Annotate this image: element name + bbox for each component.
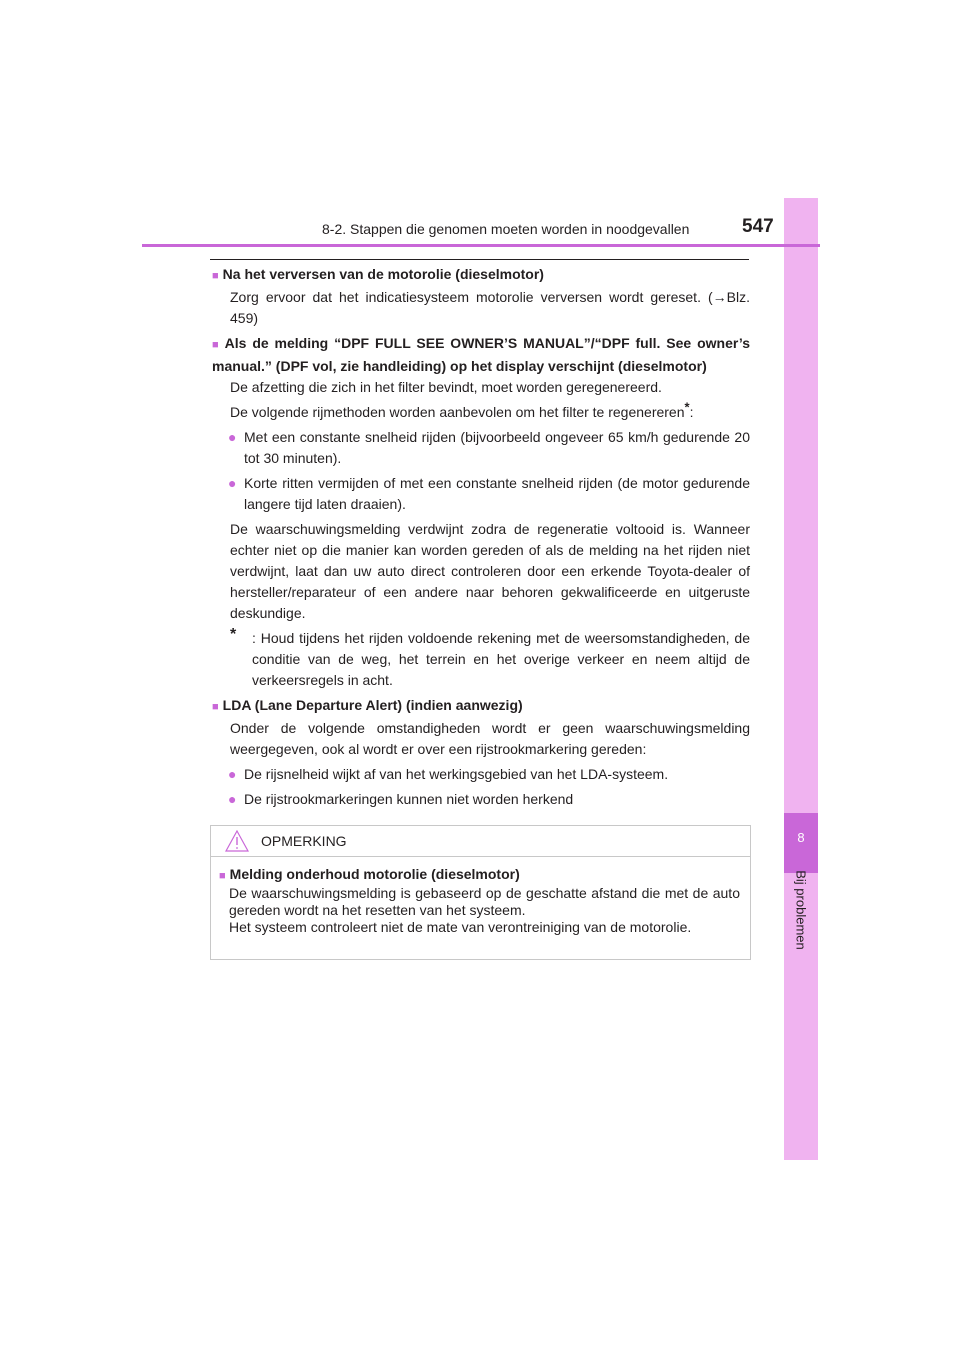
header-divider (142, 244, 820, 247)
square-bullet-icon: ■ (219, 870, 226, 882)
bullet-dot-icon: ● (228, 429, 237, 445)
paragraph: De afzetting die zich in het filter bevindt, moet worden geregenereerd. (230, 379, 662, 395)
notice-text: Het systeem controleert niet de mate van verontreiniging van de motorolie. (229, 919, 692, 935)
notice-header (211, 826, 750, 857)
content-rule (210, 259, 749, 260)
list-item: ● Met een constante snelheid rijden (bijvoorbeeld ongeveer 65 km/h gedurende 20 tot 30 minuten). (228, 429, 750, 466)
notice-title: OPMERKING (261, 833, 347, 849)
list-item: ● De rijstrookmarkeringen kunnen niet worden herkend (230, 789, 750, 810)
footnote-mark: * (230, 626, 237, 643)
section-oil-change (212, 264, 750, 329)
notice-body (211, 857, 750, 936)
side-tab (784, 198, 818, 1160)
square-bullet-icon: ■ (212, 339, 221, 351)
page-number: 547 (742, 216, 774, 237)
paragraph: Zorg ervoor dat het indicatiesysteem motorolie verversen wordt gereset. (→Blz. 459) (230, 289, 750, 326)
section-heading: ■ Als de melding “DPF FULL SEE OWNER’S MANUAL”/“DPF full. See owner’s manual.” (DPF vol, zie handleiding) op het display verschijnt (dieselmotor) (212, 335, 750, 374)
chapter-label: Bij problemen (793, 870, 809, 950)
paragraph: De waarschuwingsmelding verdwijnt zodra de regeneratie voltooid is. Wanneer echter niet op die manier kan worden gereden of als de melding na het rijden niet verdwijnt, laat dan uw auto direct controleren door een erkende Toyota-dealer of hersteller/reparateur of een andere naar behoren gekwalificeerde en uitgeruste deskundige. (230, 521, 750, 621)
notice-heading: ■ Melding onderhoud motorolie (dieselmotor) (219, 866, 520, 882)
paragraph: Onder de volgende omstandigheden wordt er geen waarschuwingsmelding weergegeven, ook al wordt er over een rijstrookmarkering gereden: (230, 720, 750, 757)
list-item: ● De rijsnelheid wijkt af van het werkingsgebied van het LDA-systeem. (230, 764, 750, 785)
square-bullet-icon: ■ (212, 270, 219, 282)
footnote-mark: * (684, 399, 690, 415)
notice-text: De waarschuwingsmelding is gebaseerd op de geschatte afstand die met de auto gereden wordt na het resetten van het systeem. (229, 885, 740, 918)
paragraph: De volgende rijmethoden worden aanbevolen om het filter te regenereren*: (230, 399, 694, 420)
section-heading: ■ LDA (Lane Departure Alert) (indien aanwezig) (212, 697, 523, 713)
section-heading: ■ Na het verversen van de motorolie (dieselmotor) (212, 266, 544, 282)
bullet-dot-icon: ● (228, 766, 237, 782)
list-item: ● Korte ritten vermijden of met een constante snelheid rijden (de motor gedurende langere tijd laten draaien). (228, 475, 750, 512)
bullet-dot-icon: ● (228, 475, 237, 491)
chapter-number: 8 (797, 830, 805, 845)
page-header-title: 8-2. Stappen die genomen moeten worden in noodgevallen (322, 221, 690, 237)
section-lda (212, 695, 750, 810)
bullet-dot-icon: ● (228, 791, 237, 807)
section-dpf-full (212, 333, 750, 691)
footnote: * : Houd tijdens het rijden voldoende rekening met de weersomstandigheden, de conditie van de weg, het terrein en het overige verkeer en neem altijd de verkeersregels in acht. (230, 626, 750, 688)
main-content (212, 264, 750, 814)
warning-triangle-icon (225, 830, 249, 852)
square-bullet-icon: ■ (212, 701, 219, 713)
notice-box (210, 825, 751, 960)
